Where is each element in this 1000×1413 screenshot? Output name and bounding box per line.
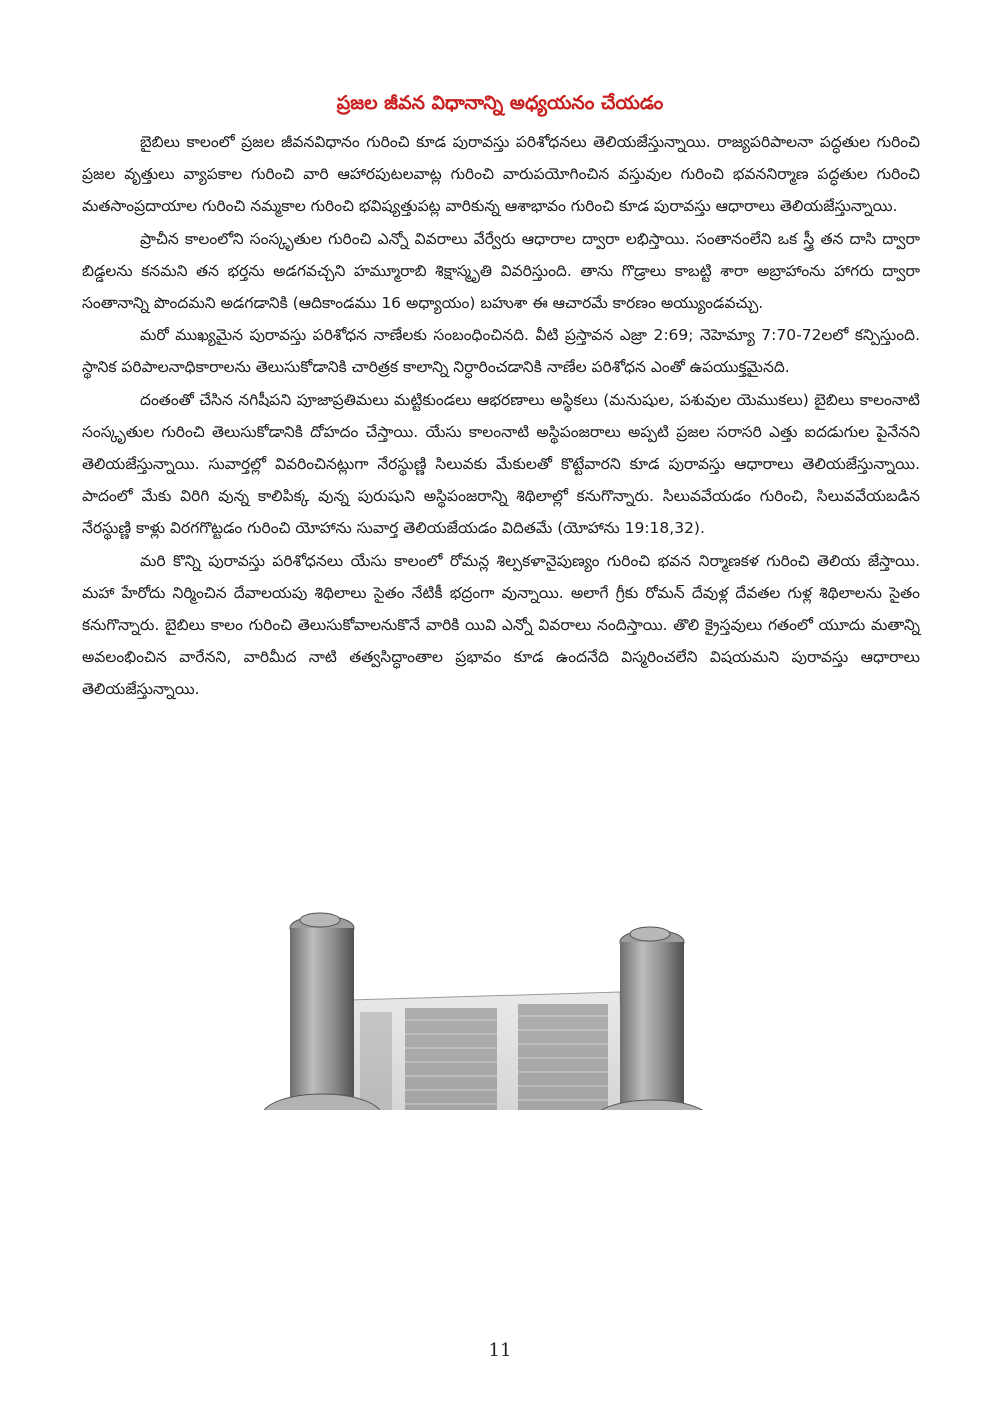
section-heading: ప్రజల జీవన విధానాన్ని అధ్యయనం చేయడం [336, 92, 664, 114]
paragraph-3: మరో ముఖ్యమైన పురావస్తు పరిశోధన నాణేలకు సంబంధించినది. వీటి ప్రస్తావన ఎజ్రా 2:69; నెహెమ్యా 7:70-72లలో కన్పిస్తుంది. స్థానిక పరిపాలనాధికారాలను తెలుసుకోడానికి చారిత్రక కాలాన్ని నిర్ధారించడానికి నాణేల పరిశోధన ఎంతో ఉపయుక్తమైనది. [82, 326, 920, 377]
page-number: 11 [488, 1340, 512, 1361]
body-text [82, 126, 920, 706]
paragraph-2: ప్రాచీన కాలంలోని సంస్కృతుల గురించి ఎన్నో వివరాలు వేర్వేరు ఆధారాల ద్వారా లభిస్తాయి. సంతానంలేని ఒక స్త్రీ తన దాసి ద్వారా బిడ్డలను కనమని తన భర్తను అడగవచ్చని హమ్మూరాబి శిక్షాస్మృతి వివరిస్తుంది. తాను గొడ్రాలు కాబట్టి శారా అబ్రాహాంను హాగరు ద్వారా సంతానాన్ని పొందమని అడగడానికి (ఆదికాండము 16 అధ్యాయం) బహుశా ఈ ఆచారమే కారణం అయ్యుండవచ్చు. [82, 229, 920, 313]
paragraph-1: బైబిలు కాలంలో ప్రజల జీవనవిధానం గురించి కూడ పురావస్తు పరిశోధనలు తెలియజేస్తున్నాయి. రాజ్యపరిపాలనా పద్ధతుల గురించి ప్రజల వృత్తులు వ్యాపకాల గురించి వారి ఆహారపుటలవాట్ల గురించి వారుపయోగించిన వస్తువుల గురించి భవననిర్మాణ పద్ధతుల గురించి మతసాంప్రదాయాల గురించి నమ్మకాల గురించి భవిష్యత్తుపట్ల వారికున్న ఆశాభావం గురించి కూడ పురావస్తు ఆధారాలు తెలియజేస్తున్నాయి. [82, 133, 920, 216]
paragraph-5: మరి కొన్ని పురావస్తు పరిశోధనలు యేసు కాలంలో రోమన్ల శిల్పకళానైపుణ్యం గురించి భవన నిర్మాణకళ గురించి తెలియ జేస్తాయి. మహా హేరోదు నిర్మించిన దేవాలయపు శిథిలాలు సైతం నేటికీ భద్రంగా వున్నాయి. అలాగే గ్రీకు రోమన్ దేవుళ్ల దేవతల గుళ్ల శిథిలాలను సైతం కనుగొన్నారు. బైబిలు కాలం గురించి తెలుసుకోవాలనుకొనే వారికి యివి ఎన్నో వివరాలు నందిస్తాయి. తొలి క్రైస్తవులు గతంలో యూదు మతాన్ని అవలంభించిన వారేనని, వారిమీద నాటి తత్వసిద్ధాంతాల ప్రభావం కూడ ఉందనేది విస్మరించలేని విషయమని పురావస్తు ఆధారాలు తెలియజేస్తున్నాయి. [82, 551, 920, 699]
paragraph-4: దంతంతో చేసిన నగిషీపని పూజాప్రతిమలు మట్టికుండలు ఆభరణాలు అస్థికలు (మనుషుల, పశువుల యెముకలు) బైబిలు కాలంనాటి సంస్కృతుల గురించి తెలుసుకోడానికి దోహదం చేస్తాయి. యేసు కాలంనాటి అస్థిపంజరాలు అప్పటి ప్రజల సరాసరి ఎత్తు ఐదడుగుల పైనేనని తెలియజేస్తున్నాయి. సువార్తల్లో వివరించినట్లుగా నేరస్థుణ్ణి సిలువకు మేకులతో కొట్టేవారని కూడ పురావస్తు ఆధారాలు తెలియజేస్తున్నాయి. పాదంలో మేకు విరిగి వున్న కాలిపిక్క వున్న పురుషుని అస్థిపంజరాన్ని శిథిలాల్లో కనుగొన్నారు. సిలువవేయడం గురించి, సిలువవేయబడిన నేరస్థుణ్ణి కాళ్లు విరగగొట్టడం గురించి యోహాను సువార్త తెలియజేయడం విదితమే (యోహాను 19:18,32). [82, 390, 920, 538]
torah-scroll-illustration [200, 900, 760, 1110]
